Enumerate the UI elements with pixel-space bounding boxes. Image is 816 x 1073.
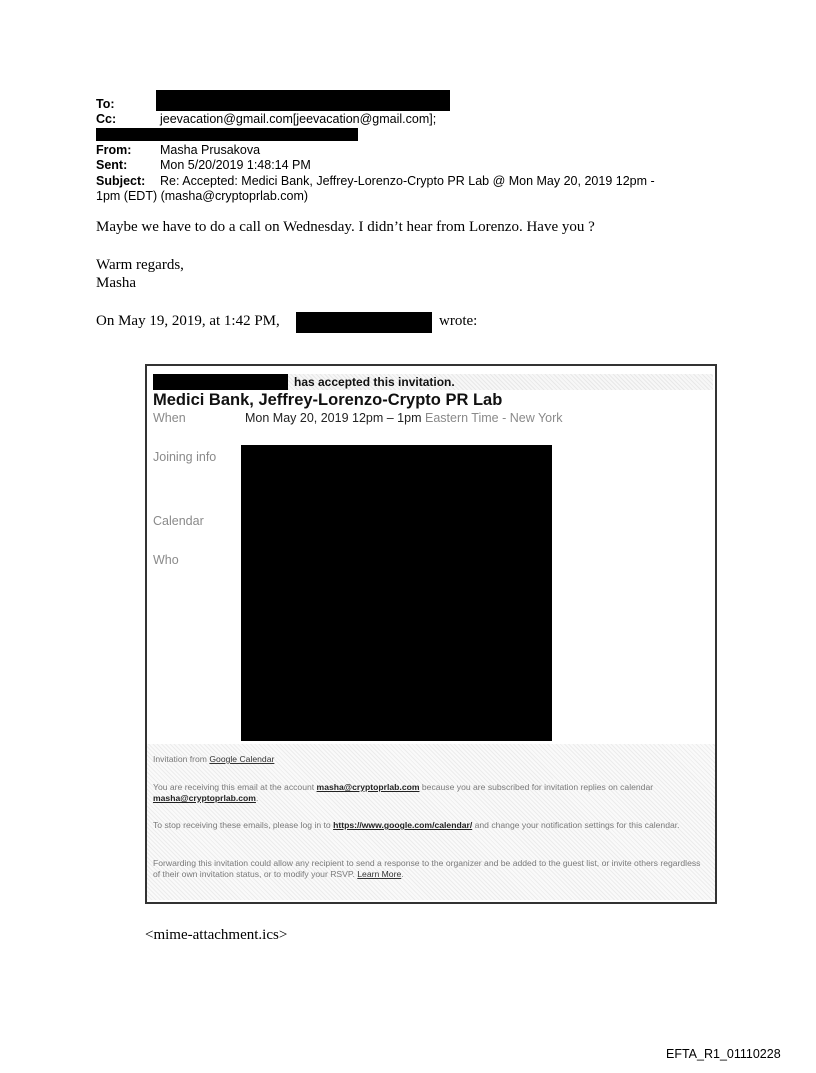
redaction-to	[156, 90, 450, 111]
document-id: EFTA_R1_01110228	[666, 1047, 781, 1061]
google-calendar-url-link[interactable]: https://www.google.com/calendar/	[333, 820, 473, 830]
when-label: When	[153, 411, 186, 425]
sent-label: Sent:	[96, 158, 128, 172]
attachment-name[interactable]: <mime-attachment.ics>	[145, 927, 288, 943]
redaction-attendee	[153, 374, 288, 390]
subject-label: Subject:	[96, 174, 146, 188]
body-line: Maybe we have to do a call on Wednesday. I didn’t hear from Lorenzo. Have you ?	[96, 219, 595, 235]
accepted-text: has accepted this invitation.	[294, 375, 455, 389]
receiving-end: .	[255, 793, 259, 803]
cc-value: jeevacation@gmail.com[jeevacation@gmail.com];	[160, 112, 437, 126]
invitation-from-text: Invitation from	[153, 754, 207, 764]
event-title: Medici Bank, Jeffrey-Lorenzo-Crypto PR Lab	[153, 391, 503, 409]
calendar-label: Calendar	[153, 514, 204, 528]
learn-more-link[interactable]: Learn More	[357, 869, 402, 879]
account-link[interactable]: masha@cryptoprlab.com	[316, 782, 420, 792]
receiving-pre: You are receiving this email at the account	[153, 782, 315, 792]
subject-line-1: Re: Accepted: Medici Bank, Jeffrey-Lorenzo-Crypto PR Lab @ Mon May 20, 2019 12pm -	[160, 174, 655, 188]
calendar-link[interactable]: masha@cryptoprlab.com	[153, 793, 256, 803]
signoff: Warm regards,	[96, 257, 184, 273]
invitation-footer	[147, 744, 715, 900]
receiving-notice	[153, 782, 709, 804]
to-label: To:	[96, 97, 115, 111]
redaction-details	[241, 445, 552, 741]
from-value: Masha Prusakova	[160, 143, 261, 157]
sent-value: Mon 5/20/2019 1:48:14 PM	[160, 158, 311, 172]
google-calendar-link[interactable]: Google Calendar	[209, 754, 275, 764]
when-timezone: Eastern Time - New York	[424, 411, 563, 425]
who-label: Who	[153, 553, 179, 567]
forward-text: Forwarding this invitation could allow any recipient to send a response to the organizer and be added to the guest list, or invite others regardless of their own invitation status, or to modify your RSVP.	[153, 858, 701, 879]
stop-pre: To stop receiving these emails, please log in to	[153, 820, 331, 830]
cc-label: Cc:	[96, 112, 117, 126]
quote-prefix: On May 19, 2019, at 1:42 PM,	[96, 313, 280, 329]
joining-info-label: Joining info	[153, 450, 217, 464]
invitation-from	[153, 754, 709, 765]
when-time: Mon May 20, 2019 12pm – 1pm	[245, 411, 422, 425]
subject-line-2: 1pm (EDT) (masha@cryptoprlab.com)	[96, 189, 309, 203]
forwarding-notice	[153, 858, 709, 880]
when-value	[245, 411, 563, 425]
redaction-cc	[96, 128, 358, 141]
stop-post: and change your notification settings for this calendar.	[474, 820, 680, 830]
quote-suffix: wrote:	[439, 313, 478, 329]
accepted-banner	[153, 374, 713, 390]
from-label: From:	[96, 143, 132, 157]
receiving-mid: because you are subscribed for invitation replies on calendar	[421, 782, 654, 792]
stop-notice	[153, 820, 709, 831]
invitation-card	[145, 364, 717, 904]
signature: Masha	[96, 275, 136, 291]
redaction-sender	[296, 312, 432, 333]
forward-end: .	[401, 869, 404, 879]
